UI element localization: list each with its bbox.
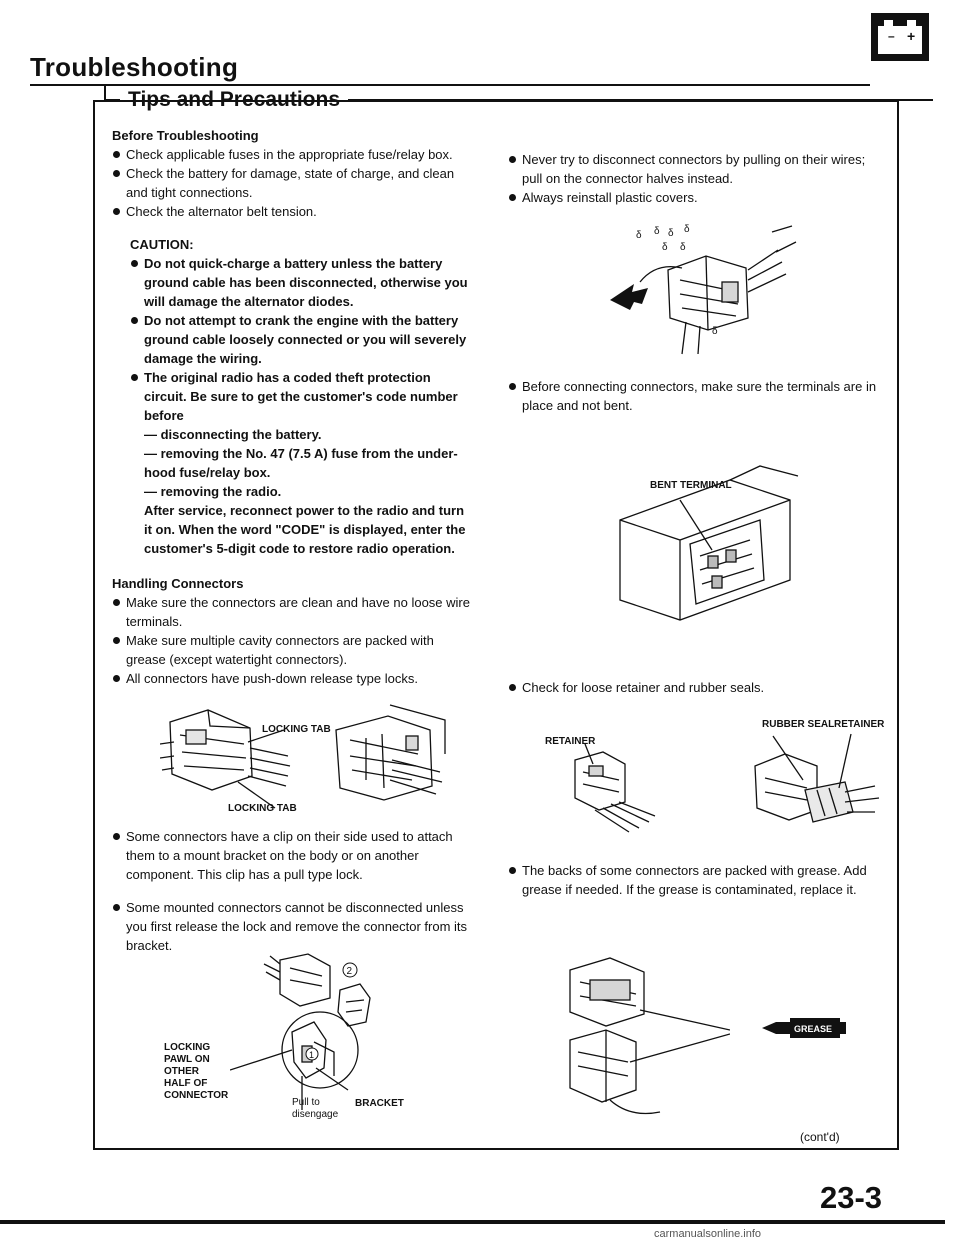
mounted-text: Some mounted connectors cannot be disconnected unless you first release the lock and remove the connector from its bracket. xyxy=(112,898,474,955)
right-terminals-text xyxy=(508,377,880,415)
caution-dash-fuse: — removing the No. 47 (7.5 A) fuse from the under-hood fuse/relay box. xyxy=(144,446,458,480)
page-number: 23-3 xyxy=(820,1180,883,1215)
section-subtitle: Tips and Precautions xyxy=(128,88,340,111)
caution-block xyxy=(112,235,474,558)
locking-tab-figure xyxy=(160,700,460,810)
page-title: Troubleshooting xyxy=(30,52,239,82)
callout-2: 2 xyxy=(346,966,353,977)
disconnect-figure xyxy=(596,222,806,362)
handling-item-locks: All connectors have push-down release type locks. xyxy=(112,669,474,688)
caution-item-radio-code: The original radio has a coded theft protection circuit. Be sure to get the customer's code number before xyxy=(130,368,474,425)
bent-terminal-label: BENT TERMINAL xyxy=(650,480,732,491)
handling-item-clean: Make sure the connectors are clean and have no loose wire terminals. xyxy=(112,593,474,631)
svg-text:δ: δ xyxy=(636,230,642,241)
clip-text: Some connectors have a clip on their side used to attach them to a mount bracket on the body or on another component. This clip has a pull type lock. xyxy=(112,827,474,884)
left-column-lower xyxy=(112,827,474,955)
never-pull-wires: Never try to disconnect connectors by pulling on their wires; pull on the connector halves instead. xyxy=(508,150,880,188)
grease-tube-icon xyxy=(760,1010,850,1040)
before-item-battery: Check the battery for damage, state of charge, and clean and tight connections. xyxy=(112,164,474,202)
subtitle-bracket-vert xyxy=(104,86,106,100)
continued-label: (cont'd) xyxy=(800,1130,840,1144)
retainer-figure xyxy=(545,730,885,840)
svg-text:δ: δ xyxy=(662,242,668,253)
svg-text:δ: δ xyxy=(680,242,686,253)
caution-dash-radio: — removing the radio. xyxy=(144,484,282,499)
title-rule xyxy=(30,84,870,86)
grease-tube-label: GREASE xyxy=(794,1024,833,1034)
before-item-fuses: Check applicable fuses in the appropriate fuse/relay box. xyxy=(112,145,474,164)
retainer-left-label: RETAINER xyxy=(545,736,596,747)
rubber-seal-label: RUBBER SEAL xyxy=(762,719,835,730)
svg-text:δ: δ xyxy=(684,224,690,235)
bracket-figure xyxy=(230,950,390,1120)
before-item-belt: Check the alternator belt tension. xyxy=(112,202,474,221)
caution-after-service: After service, reconnect power to the radio and turn it on. When the word "CODE" is displayed, enter the customer's 5-digit code to restore radio operation. xyxy=(144,503,466,556)
left-column xyxy=(112,126,474,688)
locking-tab-label-top: LOCKING TAB xyxy=(262,724,331,735)
caution-dash-battery: — disconnecting the battery. xyxy=(144,427,322,442)
reinstall-covers: Always reinstall plastic covers. xyxy=(508,188,880,207)
right-column-top xyxy=(508,150,880,207)
right-grease-text xyxy=(508,861,880,899)
check-retainer-text: Check for loose retainer and rubber seals. xyxy=(508,678,880,697)
handling-item-grease: Make sure multiple cavity connectors are packed with grease (except watertight connectors). xyxy=(112,631,474,669)
right-retainer-text xyxy=(508,678,880,697)
battery-plus: + xyxy=(907,28,916,44)
battery-icon xyxy=(870,12,930,62)
svg-text:δ: δ xyxy=(654,226,660,237)
bracket-label: BRACKET xyxy=(355,1098,404,1109)
svg-text:δ: δ xyxy=(712,326,718,337)
handling-connectors-heading: Handling Connectors xyxy=(112,576,244,591)
arrow-icon xyxy=(610,284,648,310)
locking-pawl-label: LOCKING PAWL ON OTHER HALF OF CONNECTOR xyxy=(164,1042,229,1101)
check-terminals-text: Before connecting connectors, make sure the terminals are in place and not bent. xyxy=(508,377,880,415)
callout-1: 1 xyxy=(309,1050,315,1060)
pull-to-disengage-label: Pull to disengage xyxy=(292,1097,339,1120)
before-troubleshooting-heading: Before Troubleshooting xyxy=(112,128,259,143)
caution-item-crank: Do not attempt to crank the engine with the battery ground cable loosely connected or you will severely damage the wiring. xyxy=(130,311,474,368)
svg-text:δ: δ xyxy=(668,228,674,239)
caution-item-quick-charge: Do not quick-charge a battery unless the battery ground cable has been disconnected, otherwise you will damage the alternator diodes. xyxy=(130,254,474,311)
grease-text: The backs of some connectors are packed with grease. Add grease if needed. If the grease is contaminated, replace it. xyxy=(508,861,880,899)
retainer-right-label: RETAINER xyxy=(834,719,885,730)
locking-tab-label-bottom: LOCKING TAB xyxy=(228,803,297,814)
grease-figure xyxy=(550,950,730,1120)
bottom-rule xyxy=(0,1220,945,1224)
footer-watermark[interactable]: carmanualsonline.info xyxy=(654,1228,762,1240)
battery-minus: – xyxy=(888,29,895,43)
caution-heading: CAUTION: xyxy=(130,237,194,252)
